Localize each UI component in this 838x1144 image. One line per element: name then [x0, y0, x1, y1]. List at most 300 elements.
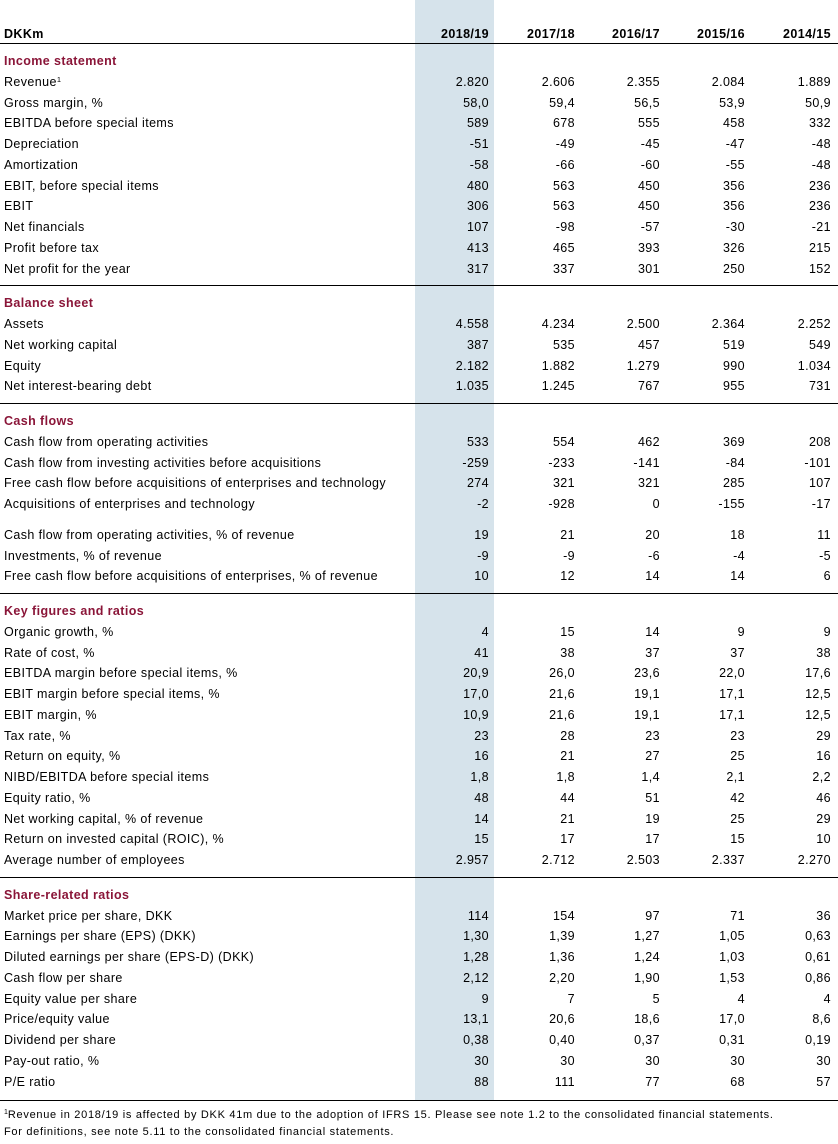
- value-2015-16: -47: [725, 137, 745, 152]
- footnote-text: Revenue in 2018/19 is affected by DKK 41m due to the adoption of IFRS 15. Please see note 1.2 to the consolidated financial statements.: [7, 1108, 774, 1121]
- value-2016-17: -57: [640, 220, 660, 235]
- row-label-text: Cash flow from operating activities, % of revenue: [4, 527, 295, 542]
- value-2014-15: 0,19: [805, 1033, 831, 1048]
- value-2014-15: 2,2: [812, 770, 831, 785]
- row-label: [0, 134, 415, 155]
- row-label: [0, 566, 415, 587]
- value-2015-16: 18: [730, 527, 745, 542]
- row-label-text: Amortization: [4, 157, 79, 172]
- value-2014-15: 0,86: [805, 970, 831, 985]
- value-2015-16: 17,1: [719, 687, 745, 702]
- value-2018-19: 306: [466, 199, 489, 214]
- value-2016-17: 2.503: [626, 853, 660, 868]
- row-ebitda-before-special-items: [0, 113, 838, 134]
- section-title: Balance sheet: [4, 296, 94, 311]
- value-2018-19: 2.957: [455, 853, 489, 868]
- value-2014-15: 57: [816, 1074, 831, 1089]
- row-label: [0, 809, 415, 830]
- value-2018-19: 58,0: [463, 95, 489, 110]
- value-2015-16: -155: [718, 497, 745, 512]
- row-label-text: Average number of employees: [4, 853, 185, 868]
- value-2014-15: 549: [808, 337, 831, 352]
- value-2014-15: 236: [808, 199, 831, 214]
- row-label: [0, 968, 415, 989]
- value-2016-17: -6: [648, 548, 660, 563]
- value-2017-18: 21,6: [549, 687, 575, 702]
- row-return-on-equity: [0, 746, 838, 767]
- row-label: [0, 829, 415, 850]
- value-2014-15: 50,9: [805, 95, 831, 110]
- value-2016-17: 462: [637, 434, 660, 449]
- row-label: [0, 726, 415, 747]
- value-2017-18: 59,4: [549, 95, 575, 110]
- row-label: [0, 494, 415, 515]
- value-2018-19: 480: [466, 178, 489, 193]
- value-2018-19: 2,12: [463, 970, 489, 985]
- value-2014-15: 1.034: [797, 358, 831, 373]
- row-profit-before-tax: [0, 238, 838, 259]
- value-2018-19: 317: [466, 261, 489, 276]
- value-2014-15: 152: [808, 261, 831, 276]
- row-amortization: [0, 155, 838, 176]
- row-label-text: Cash flow from operating activities: [4, 434, 209, 449]
- value-2016-17: 1,90: [634, 970, 660, 985]
- value-2014-15: 215: [808, 240, 831, 255]
- value-2017-18: 21,6: [549, 707, 575, 722]
- value-2018-19: 413: [466, 240, 489, 255]
- row-group: [0, 622, 838, 871]
- value-2017-18: 554: [552, 434, 575, 449]
- section-title: Key figures and ratios: [4, 604, 145, 619]
- value-2016-17: 27: [645, 749, 660, 764]
- value-2018-19: 15: [474, 832, 489, 847]
- value-2017-18: 321: [552, 476, 575, 491]
- value-2018-19: 107: [466, 220, 489, 235]
- section-cash-flows: [0, 404, 838, 594]
- row-label-text: Net profit for the year: [4, 261, 131, 276]
- value-2015-16: 17,1: [719, 707, 745, 722]
- table-body: [0, 44, 838, 1101]
- year-header-2016-17: 2016/17: [612, 27, 660, 41]
- value-2016-17: 2.500: [626, 317, 660, 332]
- row-label-text: Tax rate, %: [4, 728, 71, 743]
- value-2014-15: 236: [808, 178, 831, 193]
- value-2018-19: 274: [466, 476, 489, 491]
- row-label-text: Return on equity, %: [4, 749, 121, 764]
- value-2018-19: -259: [462, 455, 489, 470]
- row-label: [0, 335, 415, 356]
- value-2018-19: 19: [474, 527, 489, 542]
- value-2015-16: 4: [737, 991, 745, 1006]
- value-2016-17: 56,5: [634, 95, 660, 110]
- value-2018-19: 30: [474, 1053, 489, 1068]
- row-average-number-of-employees: [0, 850, 838, 871]
- value-2016-17: 555: [637, 116, 660, 131]
- row-label: [0, 947, 415, 968]
- value-2016-17: 20: [645, 527, 660, 542]
- section-title: Cash flows: [4, 414, 74, 429]
- row-gross-margin: [0, 93, 838, 114]
- row-free-cash-flow-before-acquisitions-of-enterprises-of-revenue: [0, 566, 838, 587]
- value-2017-18: 0,40: [549, 1033, 575, 1048]
- value-2017-18: 563: [552, 178, 575, 193]
- row-group: [0, 432, 838, 515]
- value-2016-17: 393: [637, 240, 660, 255]
- value-2016-17: 30: [645, 1053, 660, 1068]
- row-label-text: Rate of cost, %: [4, 645, 95, 660]
- row-label: [0, 989, 415, 1010]
- value-2014-15: 0,63: [805, 929, 831, 944]
- row-label-text: Profit before tax: [4, 240, 100, 255]
- value-2014-15: 12,5: [805, 707, 831, 722]
- value-2015-16: 519: [722, 337, 745, 352]
- section-balance-sheet: [0, 286, 838, 404]
- value-2017-18: 44: [560, 790, 575, 805]
- row-return-on-invested-capital-roic: [0, 829, 838, 850]
- value-2015-16: 30: [730, 1053, 745, 1068]
- value-2017-18: 17: [560, 832, 575, 847]
- value-2017-18: 21: [560, 811, 575, 826]
- value-2015-16: 990: [722, 358, 745, 373]
- row-label: [0, 314, 415, 335]
- value-2017-18: 1.882: [541, 358, 575, 373]
- value-2015-16: 1,03: [719, 950, 745, 965]
- value-2017-18: 678: [552, 116, 575, 131]
- value-2017-18: 1,8: [556, 770, 575, 785]
- value-2018-19: 1.035: [455, 379, 489, 394]
- value-2014-15: 107: [808, 476, 831, 491]
- row-acquisitions-of-enterprises-and-technology: [0, 494, 838, 515]
- row-label-text: Net working capital: [4, 337, 118, 352]
- value-2016-17: 1,24: [634, 950, 660, 965]
- value-2016-17: 450: [637, 178, 660, 193]
- value-2016-17: -141: [633, 455, 660, 470]
- row-label: [0, 473, 415, 494]
- value-2017-18: 111: [554, 1074, 575, 1089]
- row-p-e-ratio: [0, 1072, 838, 1093]
- row-label: [0, 1072, 415, 1093]
- value-2015-16: 23: [730, 728, 745, 743]
- row-cash-flow-from-operating-activities: [0, 432, 838, 453]
- year-header-2014-15: 2014/15: [783, 27, 831, 41]
- value-2016-17: 19,1: [634, 687, 660, 702]
- row-label-text: EBIT margin before special items, %: [4, 687, 220, 702]
- value-2017-18: -66: [555, 157, 575, 172]
- value-2014-15: 46: [816, 790, 831, 805]
- row-label-text: Free cash flow before acquisitions of enterprises, % of revenue: [4, 569, 378, 584]
- value-2017-18: 154: [552, 908, 575, 923]
- year-header-2018-19: 2018/19: [441, 27, 489, 41]
- value-2018-19: 1,28: [463, 950, 489, 965]
- row-label: [0, 788, 415, 809]
- value-2017-18: 1.245: [541, 379, 575, 394]
- row-group: [0, 525, 838, 587]
- value-2016-17: -45: [640, 137, 660, 152]
- value-2017-18: 7: [567, 991, 575, 1006]
- value-2015-16: -84: [725, 455, 745, 470]
- value-2018-19: 2.820: [455, 74, 489, 89]
- value-2018-19: 4.558: [455, 317, 489, 332]
- row-label: [0, 906, 415, 927]
- row-ebit-margin-before-special-items: [0, 684, 838, 705]
- value-2017-18: -98: [555, 220, 575, 235]
- row-label: [0, 643, 415, 664]
- row-label: [0, 850, 415, 871]
- value-2017-18: 2.606: [541, 74, 575, 89]
- value-2016-17: 17: [645, 832, 660, 847]
- row-price-equity-value: [0, 1009, 838, 1030]
- row-label: [0, 72, 415, 93]
- value-2016-17: 23,6: [634, 666, 660, 681]
- value-2014-15: 29: [816, 728, 831, 743]
- value-2014-15: -17: [811, 497, 831, 512]
- value-2014-15: 6: [823, 569, 831, 584]
- row-net-interest-bearing-debt: [0, 376, 838, 397]
- value-2017-18: 15: [560, 624, 575, 639]
- value-2014-15: 2.270: [797, 853, 831, 868]
- value-2014-15: 12,5: [805, 687, 831, 702]
- row-label-text: Diluted earnings per share (EPS-D) (DKK): [4, 950, 255, 965]
- row-label: [0, 113, 415, 134]
- value-2015-16: 458: [722, 116, 745, 131]
- row-label: [0, 259, 415, 280]
- value-2015-16: 53,9: [719, 95, 745, 110]
- value-2015-16: 2.364: [711, 317, 745, 332]
- value-2016-17: 457: [637, 337, 660, 352]
- row-label-text: Net financials: [4, 220, 85, 235]
- value-2014-15: -5: [819, 548, 831, 563]
- row-label-text: Organic growth, %: [4, 624, 114, 639]
- row-label-text: Gross margin, %: [4, 95, 104, 110]
- row-cash-flow-from-operating-activities-of-revenue: [0, 525, 838, 546]
- row-label-text: NIBD/EBITDA before special items: [4, 770, 210, 785]
- year-header-2015-16: 2015/16: [697, 27, 745, 41]
- value-2016-17: 1.279: [626, 358, 660, 373]
- value-2017-18: 20,6: [549, 1012, 575, 1027]
- value-2015-16: 71: [730, 908, 745, 923]
- value-2018-19: -58: [469, 157, 489, 172]
- value-2017-18: 465: [552, 240, 575, 255]
- row-label-text: EBIT: [4, 199, 34, 214]
- row-ebit-margin: [0, 705, 838, 726]
- section-share-related-ratios: [0, 878, 838, 1101]
- value-2016-17: 450: [637, 199, 660, 214]
- row-tax-rate: [0, 726, 838, 747]
- value-2014-15: 1.889: [797, 74, 831, 89]
- row-label-text: EBITDA margin before special items, %: [4, 666, 238, 681]
- section-title: Share-related ratios: [4, 887, 130, 902]
- value-2015-16: 1,05: [719, 929, 745, 944]
- row-label: [0, 356, 415, 377]
- value-2016-17: 14: [645, 624, 660, 639]
- value-2018-19: 17,0: [463, 687, 489, 702]
- row-market-price-per-share-dkk: [0, 906, 838, 927]
- value-2018-19: 589: [466, 116, 489, 131]
- row-label: [0, 746, 415, 767]
- value-2017-18: 4.234: [541, 317, 575, 332]
- value-2018-19: 10: [474, 569, 489, 584]
- value-2016-17: 23: [645, 728, 660, 743]
- row-label-text: Equity value per share: [4, 991, 138, 1006]
- value-2014-15: 10: [816, 832, 831, 847]
- row-label-text: Acquisitions of enterprises and technology: [4, 497, 255, 512]
- footnotes: [0, 1101, 838, 1142]
- row-label-text: Pay-out ratio, %: [4, 1053, 100, 1068]
- value-2016-17: 19: [645, 811, 660, 826]
- value-2018-19: 23: [474, 728, 489, 743]
- value-2018-19: 13,1: [463, 1012, 489, 1027]
- value-2018-19: 1,30: [463, 929, 489, 944]
- value-2015-16: 356: [722, 178, 745, 193]
- row-depreciation: [0, 134, 838, 155]
- value-2018-19: 387: [466, 337, 489, 352]
- value-2014-15: -21: [811, 220, 831, 235]
- row-label-text: Cash flow per share: [4, 970, 123, 985]
- value-2016-17: 321: [637, 476, 660, 491]
- value-2018-19: 1,8: [470, 770, 489, 785]
- row-label: [0, 546, 415, 567]
- value-2017-18: 2,20: [549, 970, 575, 985]
- footnote-marker: 1: [56, 74, 62, 84]
- value-2015-16: 9: [737, 624, 745, 639]
- row-dividend-per-share: [0, 1030, 838, 1051]
- year-header-2017-18: 2017/18: [527, 27, 575, 41]
- value-2016-17: 37: [645, 645, 660, 660]
- value-2015-16: 369: [722, 434, 745, 449]
- value-2016-17: 1,27: [634, 929, 660, 944]
- value-2014-15: 30: [816, 1053, 831, 1068]
- value-2015-16: 14: [730, 569, 745, 584]
- value-2016-17: 5: [652, 991, 660, 1006]
- value-2015-16: 25: [730, 811, 745, 826]
- value-2016-17: 0: [652, 497, 660, 512]
- row-label: [0, 926, 415, 947]
- value-2018-19: 533: [466, 434, 489, 449]
- row-diluted-earnings-per-share-eps-d-dkk: [0, 947, 838, 968]
- value-2015-16: 356: [722, 199, 745, 214]
- row-label-text: EBITDA before special items: [4, 116, 174, 131]
- value-2014-15: 208: [808, 434, 831, 449]
- value-2018-19: 114: [467, 908, 489, 923]
- row-label: [0, 93, 415, 114]
- row-label-text: Market price per share, DKK: [4, 908, 173, 923]
- row-nibd-ebitda-before-special-items: [0, 767, 838, 788]
- row-label: [0, 196, 415, 217]
- row-group: [0, 314, 838, 397]
- unit-label: DKKm: [4, 27, 44, 41]
- value-2018-19: 14: [474, 811, 489, 826]
- value-2014-15: -48: [811, 137, 831, 152]
- value-2018-19: 48: [474, 790, 489, 805]
- row-rate-of-cost: [0, 643, 838, 664]
- value-2015-16: 15: [730, 832, 745, 847]
- value-2017-18: 28: [560, 728, 575, 743]
- row-label: [0, 155, 415, 176]
- row-label: [0, 1009, 415, 1030]
- value-2015-16: 285: [722, 476, 745, 491]
- row-label: [0, 684, 415, 705]
- value-2017-18: 12: [560, 569, 575, 584]
- value-2015-16: 1,53: [719, 970, 745, 985]
- value-2015-16: 2.084: [711, 74, 745, 89]
- row-revenue: [0, 72, 838, 93]
- row-label-text: Net working capital, % of revenue: [4, 811, 204, 826]
- table-header: [0, 0, 838, 44]
- footnote-definitions: For definitions, see note 5.11 to the consolidated financial statements.: [4, 1126, 395, 1139]
- section-income-statement: [0, 44, 838, 286]
- value-2018-19: 9: [481, 991, 489, 1006]
- row-label-text: P/E ratio: [4, 1074, 56, 1089]
- value-2015-16: 37: [730, 645, 745, 660]
- row-label: [0, 217, 415, 238]
- row-label-text: Dividend per share: [4, 1033, 117, 1048]
- row-ebitda-margin-before-special-items: [0, 663, 838, 684]
- row-net-profit-for-the-year: [0, 259, 838, 280]
- value-2016-17: 2.355: [626, 74, 660, 89]
- row-label-text: Depreciation: [4, 137, 79, 152]
- value-2015-16: 955: [722, 379, 745, 394]
- row-ebit-before-special-items: [0, 176, 838, 197]
- row-organic-growth: [0, 622, 838, 643]
- section-key-figures-and-ratios: [0, 594, 838, 878]
- value-2014-15: -48: [811, 157, 831, 172]
- value-2018-19: -9: [477, 548, 489, 563]
- value-2015-16: 17,0: [719, 1012, 745, 1027]
- value-2015-16: 42: [730, 790, 745, 805]
- value-2015-16: -30: [725, 220, 745, 235]
- value-2016-17: -60: [640, 157, 660, 172]
- value-2014-15: 9: [823, 624, 831, 639]
- value-2016-17: 767: [637, 379, 660, 394]
- row-cash-flow-per-share: [0, 968, 838, 989]
- row-pay-out-ratio: [0, 1051, 838, 1072]
- value-2017-18: -928: [548, 497, 575, 512]
- section-title: Income statement: [4, 54, 117, 69]
- row-label-text: Assets: [4, 317, 44, 332]
- row-earnings-per-share-eps-dkk: [0, 926, 838, 947]
- value-2014-15: 0,61: [805, 950, 831, 965]
- row-label-text: Net interest-bearing debt: [4, 379, 152, 394]
- value-2014-15: 17,6: [805, 666, 831, 681]
- row-label: [0, 432, 415, 453]
- row-label-text: Equity: [4, 358, 42, 373]
- value-2017-18: -233: [548, 455, 575, 470]
- value-2014-15: 16: [816, 749, 831, 764]
- row-label: [0, 1051, 415, 1072]
- value-2014-15: 731: [808, 379, 831, 394]
- row-label: [0, 663, 415, 684]
- row-investments-of-revenue: [0, 546, 838, 567]
- row-label: [0, 238, 415, 259]
- value-2016-17: 97: [645, 908, 660, 923]
- value-2014-15: 332: [808, 116, 831, 131]
- value-2018-19: 0,38: [463, 1033, 489, 1048]
- value-2017-18: 535: [552, 337, 575, 352]
- value-2016-17: 77: [645, 1074, 660, 1089]
- value-2014-15: 8,6: [812, 1012, 831, 1027]
- row-label-text: Cash flow from investing activities before acquisitions: [4, 455, 322, 470]
- value-2018-19: 16: [474, 749, 489, 764]
- row-net-working-capital-of-revenue: [0, 809, 838, 830]
- value-2016-17: 18,6: [634, 1012, 660, 1027]
- row-label: [0, 525, 415, 546]
- row-label: [0, 176, 415, 197]
- row-label-text: Free cash flow before acquisitions of enterprises and technology: [4, 476, 387, 491]
- value-2017-18: 1,36: [549, 950, 575, 965]
- value-2018-19: 88: [474, 1074, 489, 1089]
- value-2014-15: 4: [823, 991, 831, 1006]
- value-2017-18: 30: [560, 1053, 575, 1068]
